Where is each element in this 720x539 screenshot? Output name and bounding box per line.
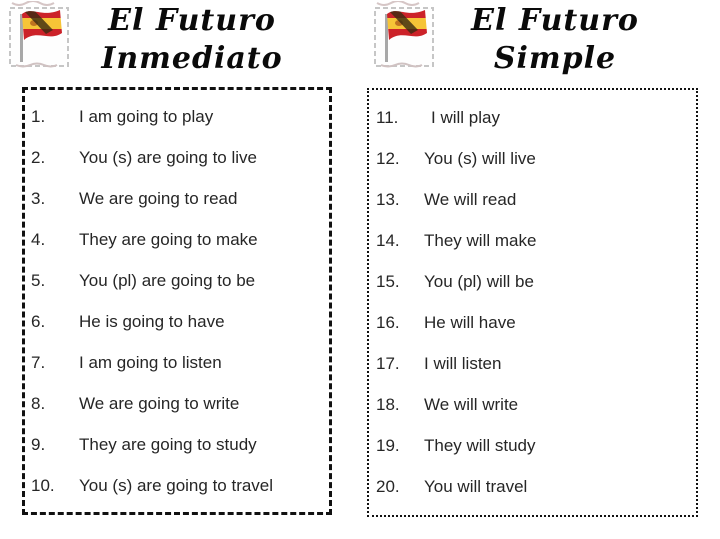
item-text: We will write — [424, 394, 519, 414]
right-title-line1: El Futuro — [471, 3, 639, 38]
item-text: They are going to make — [79, 229, 258, 249]
item-number: 11. — [376, 107, 399, 127]
item-text: You (pl) will be — [424, 271, 534, 291]
item-number: 12. — [376, 148, 400, 168]
item-number: 4. — [31, 229, 46, 249]
list-item — [25, 424, 329, 465]
spain-flag-stamp-icon — [4, 1, 74, 73]
list-item — [370, 302, 696, 343]
item-text: I will play — [431, 107, 500, 127]
item-number: 2. — [31, 147, 46, 167]
item-text: I will listen — [424, 353, 502, 373]
item-text: You will travel — [424, 476, 528, 496]
item-text: He is going to have — [79, 311, 225, 331]
left-title-line2: Inmediato — [101, 41, 283, 76]
item-number: 17. — [376, 353, 400, 373]
list-item — [370, 220, 696, 261]
item-number: 5. — [31, 270, 46, 290]
item-text: They will study — [424, 435, 536, 455]
list-item — [370, 138, 696, 179]
list-item — [25, 301, 329, 342]
list-item — [370, 466, 696, 507]
panel-futuro-inmediato — [0, 0, 350, 539]
item-text: You (s) are going to travel — [79, 475, 274, 495]
spain-flag-stamp-icon — [369, 1, 439, 73]
right-title-line2: Simple — [493, 41, 617, 76]
list-item — [370, 343, 696, 384]
list-item — [25, 96, 329, 137]
item-text: You (s) will live — [424, 148, 536, 168]
item-text: They are going to study — [79, 434, 257, 454]
item-number: 20. — [376, 476, 400, 496]
item-number: 19. — [376, 435, 400, 455]
left-title-line1: El Futuro — [108, 3, 276, 38]
list-item — [370, 179, 696, 220]
item-number: 8. — [31, 393, 46, 413]
list-item — [370, 384, 696, 425]
item-text: We are going to write — [79, 393, 240, 413]
right-title — [440, 2, 670, 78]
list-item — [370, 261, 696, 302]
list-item — [25, 260, 329, 301]
list-item — [25, 342, 329, 383]
item-number: 13. — [376, 189, 400, 209]
list-item — [25, 137, 329, 178]
panel-futuro-simple — [360, 0, 710, 539]
item-number: 7. — [31, 352, 46, 372]
item-text: We will read — [424, 189, 517, 209]
item-number: 6. — [31, 311, 46, 331]
item-number: 16. — [376, 312, 400, 332]
item-text: I am going to play — [79, 106, 214, 126]
item-text: He will have — [424, 312, 516, 332]
list-item — [25, 178, 329, 219]
list-item — [370, 97, 696, 138]
item-text: I am going to listen — [79, 352, 222, 372]
item-text: They will make — [424, 230, 537, 250]
item-number: 3. — [31, 188, 46, 208]
item-number: 9. — [31, 434, 46, 454]
item-number: 18. — [376, 394, 400, 414]
list-item — [370, 425, 696, 466]
item-text: You (pl) are going to be — [79, 270, 256, 290]
item-text: We are going to read — [79, 188, 238, 208]
item-number: 10. — [31, 475, 55, 495]
list-item — [25, 383, 329, 424]
item-text: You (s) are going to live — [79, 147, 257, 167]
item-number: 1. — [31, 106, 46, 126]
list-item — [25, 465, 329, 506]
list-item — [25, 219, 329, 260]
item-number: 15. — [376, 271, 400, 291]
inmediato-verb-box — [22, 87, 332, 515]
simple-verb-box — [367, 88, 698, 517]
left-title — [72, 2, 312, 78]
item-number: 14. — [376, 230, 400, 250]
